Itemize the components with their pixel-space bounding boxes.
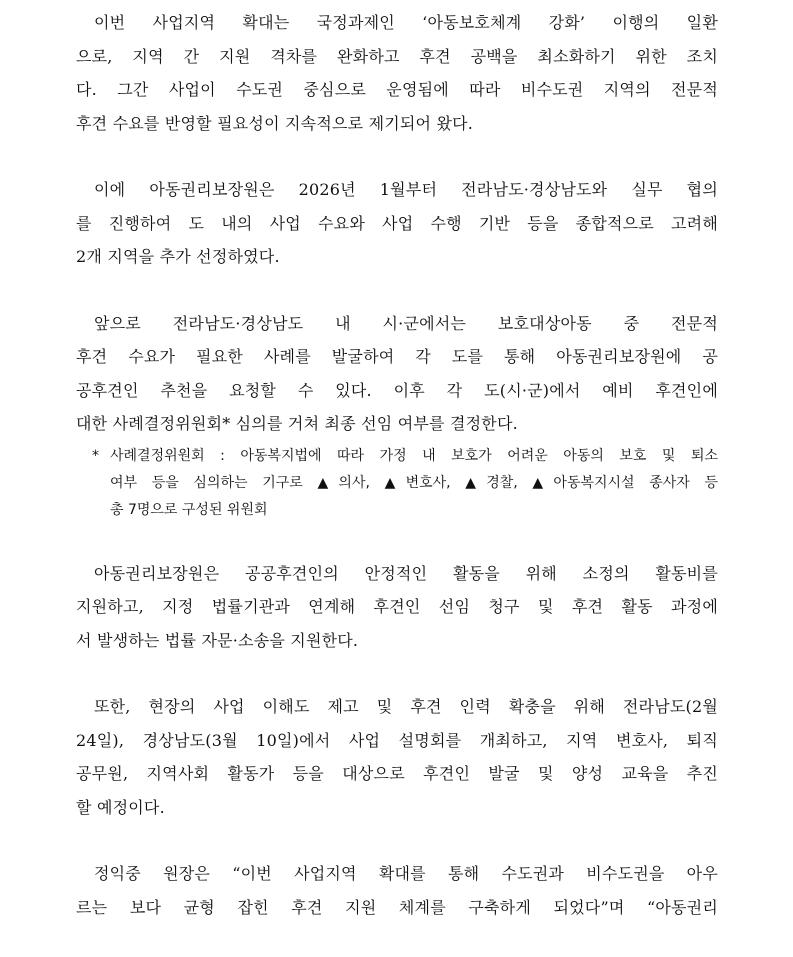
paragraph-3 [76, 307, 718, 441]
paragraph-line: 공무원, 지역사회 활동가 등을 대상으로 후견인 발굴 및 양성 교육을 추진 [76, 764, 718, 783]
paragraph-line: 정익중 원장은 “이번 사업지역 확대를 통해 수도권과 비수도권을 아우 [94, 864, 718, 883]
paragraph-line: 공후견인 추천을 요청할 수 있다. 이후 각 도(시·군)에서 예비 후견인에 [76, 380, 718, 400]
paragraph-line: 할 예정이다. [76, 797, 165, 817]
paragraph-line: 또한, 현장의 사업 이해도 제고 및 후견 인력 확충을 위해 전라남도(2월 [94, 697, 718, 716]
paragraph-line: 대한 사례결정위원회* 심의를 거쳐 최종 선임 여부를 결정한다. [76, 414, 518, 433]
paragraph-line: 후견 수요를 반영할 필요성이 지속적으로 제기되어 왔다. [76, 113, 474, 133]
paragraph-line: 24일), 경상남도(3월 10일)에서 사업 설명회를 개최하고, 지역 변호사, 퇴직 [76, 730, 718, 750]
paragraph-4 [76, 557, 718, 658]
paragraph-line: 이에 아동권리보장원은 2026년 1월부터 전라남도·경상남도와 실무 협의 [94, 180, 718, 199]
paragraph-line: 이번 사업지역 확대는 국정과제인 ‘아동보호체계 강화’ 이행의 일환 [94, 13, 718, 32]
paragraph-line: 다. 그간 사업이 수도권 중심으로 운영됨에 따라 비수도권 지역의 전문적 [76, 80, 718, 99]
document-body [76, 0, 718, 924]
paragraph-line: 아동권리보장원은 공공후견인의 안정적인 활동을 위해 소정의 활동비를 [94, 563, 718, 583]
paragraph-1 [76, 6, 718, 140]
footnote-line: 여부 등을 심의하는 기구로 ▲의사, ▲변호사, ▲경찰, ▲아동복지시설 종사자 등 [110, 474, 718, 491]
paragraph-line: 후견 수요가 필요한 사례를 발굴하여 각 도를 통해 아동권리보장원에 공 [76, 347, 718, 366]
paragraph-6 [76, 857, 718, 924]
paragraph-line: 지원하고, 지정 법률기관과 연계해 후견인 선임 청구 및 후견 활동 과정에 [76, 597, 718, 616]
footnote [76, 443, 718, 524]
paragraph-line: 서 발생하는 법률 자문·소송을 지원한다. [76, 630, 359, 650]
paragraph-line: 를 진행하여 도 내의 사업 수요와 사업 수행 기반 등을 종합적으로 고려해 [76, 213, 718, 233]
footnote-line: 사례결정위원회 : 아동복지법에 따라 가정 내 보호가 어려운 아동의 보호 및 퇴소 [110, 447, 718, 464]
paragraph-line: 앞으로 전라남도·경상남도 내 시·군에서는 보호대상아동 중 전문적 [94, 313, 718, 333]
paragraph-line: 르는 보다 균형 잡힌 후견 지원 체계를 구축하게 되었다”며 “아동권리 [76, 897, 718, 917]
footnote-line: 총 7명으로 구성된 위원회 [110, 501, 268, 518]
paragraph-2 [76, 173, 718, 274]
footnote-mark: * [92, 447, 99, 464]
paragraph-line: 으로, 지역 간 지원 격차를 완화하고 후견 공백을 최소화하기 위한 조치 [76, 46, 718, 66]
paragraph-5 [76, 690, 718, 824]
paragraph-line: 2개 지역을 추가 선정하였다. [76, 247, 280, 266]
